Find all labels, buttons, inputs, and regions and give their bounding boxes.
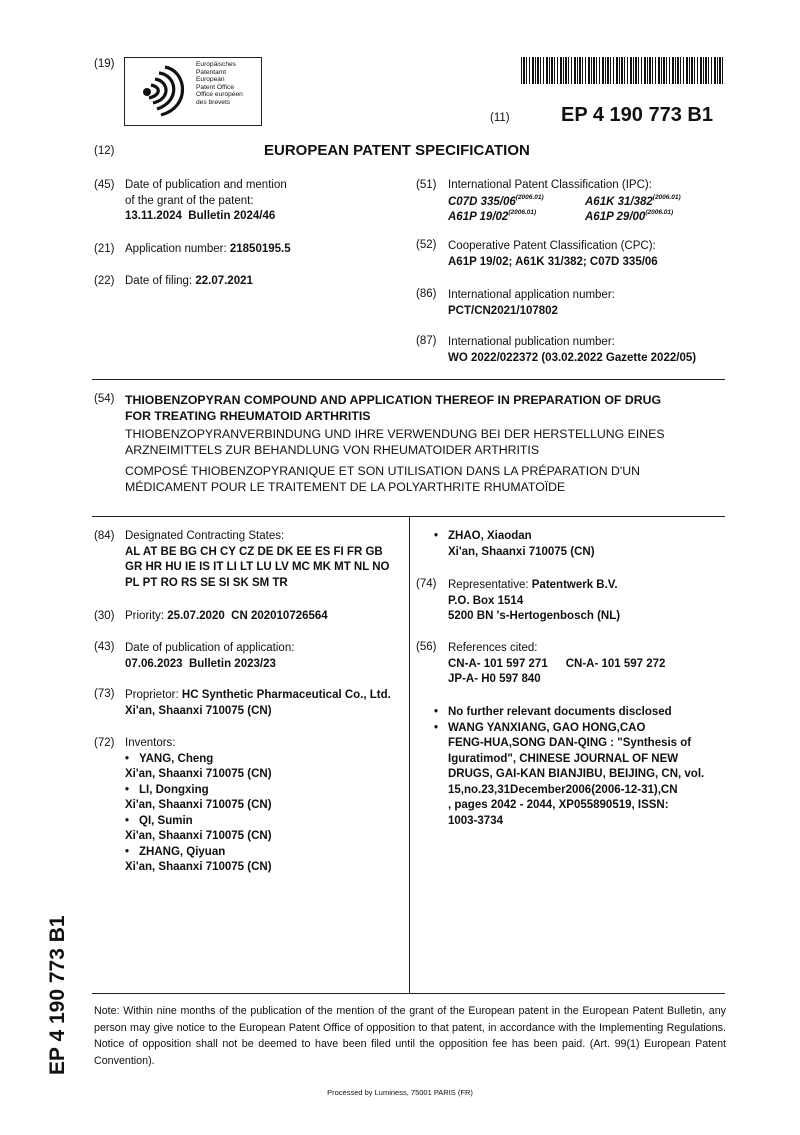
proprietor-label: Proprietor: — [125, 689, 179, 701]
title-de: ARZNEIMITTELS ZUR BEHANDLUNG VON RHEUMATOIDER ARTHRITIS — [125, 443, 540, 457]
opposition-note: Note: Within nine months of the publication of the mention of the grant of the European patent in the European Patent Bulletin, any person may give notice to the European Patent Office of opposition to that patent, in accordance with the Implementing Regulations. Notice of opposition shall not be deemed to have been filed until the opposition fee has been paid. (Art. 99(1) European Patent Convention). — [94, 1005, 726, 1067]
ipc-code: A61P $19/02^{(2006.01)}$ — [448, 209, 537, 223]
references-cited — [448, 641, 665, 688]
publication-number: EP 4 190 773 B1 — [561, 104, 713, 126]
document-title: EUROPEAN PATENT SPECIFICATION — [264, 142, 530, 159]
inventor-address: Xi'an, Shaanxi 710075 (CN) — [448, 545, 595, 558]
inventor-address: Xi'an, Shaanxi 710075 (CN) — [125, 799, 272, 811]
inventor: • LI, Dongxing — [125, 783, 209, 796]
code-30: (30) — [94, 610, 115, 622]
column-divider — [409, 516, 410, 993]
barcode — [521, 57, 724, 84]
reference-line: 1003-3734 — [448, 814, 503, 827]
code-74: (74) — [416, 578, 437, 590]
office-line: Patentamt — [196, 68, 227, 76]
priority-value: 25.07.2020 CN 202010726564 — [167, 610, 328, 622]
code-87: (87) — [416, 335, 437, 347]
code-56: (56) — [416, 641, 437, 653]
reference-line: WANG YANXIANG, GAO HONG,CAO — [448, 721, 646, 734]
title-fr: COMPOSÉ THIOBENZOPYRANIQUE ET SON UTILISATION DANS LA PRÉPARATION D'UN — [125, 464, 641, 478]
code-19: (19) — [94, 58, 115, 70]
proprietor-name: HC Synthetic Pharmaceutical Co., Ltd. — [181, 689, 391, 701]
title-en: THIOBENZOPYRAN COMPOUND AND APPLICATION THEREOF IN PREPARATION OF DRUG — [125, 393, 662, 407]
code-52: (52) — [416, 239, 437, 251]
code-45: (45) — [94, 179, 115, 191]
grant-label-1: Date of publication and mention — [125, 179, 287, 191]
office-name — [196, 61, 243, 107]
title-fr: MÉDICAMENT POUR LE TRAITEMENT DE LA POLYARTHRITE RHUMATOÏDE — [125, 480, 566, 494]
states-line: AL AT BE BG CH CY CZ DE DK EE ES FI FR GB — [125, 545, 383, 558]
office-line: Patent Office — [196, 83, 234, 91]
code-11: (11) — [490, 112, 510, 124]
divider — [92, 379, 725, 380]
inventor: • QI, Sumin — [125, 814, 193, 827]
cpc-label: Cooperative Patent Classification (CPC): — [448, 240, 656, 252]
ipc-code: A61P $29/00^{(2006.01)}$ — [585, 209, 674, 223]
reference: CN-A- 101 597 271 — [448, 657, 548, 670]
proprietor-address: Xi'an, Shaanxi 710075 (CN) — [125, 704, 272, 717]
intl-publication — [448, 335, 696, 366]
priority-label: Priority: — [125, 610, 164, 622]
app-pub-value: 07.06.2023 Bulletin 2023/23 — [125, 657, 276, 670]
office-line: Office européen — [196, 91, 243, 99]
designated-states — [125, 529, 389, 591]
inventor-name: ZHAO, Xiaodan — [448, 530, 532, 542]
states-label: Designated Contracting States: — [125, 530, 285, 542]
invention-title — [125, 392, 665, 495]
rep-label: Representative: — [448, 579, 529, 591]
reference: JP-A- H0 597 840 — [448, 673, 541, 685]
reference: CN-A- 101 597 272 — [565, 657, 666, 670]
office-line: European — [196, 76, 225, 84]
app-value: 21850195.5 — [229, 243, 291, 255]
intl-app-label: International application number: — [448, 289, 615, 301]
reference-line: DRUGS, GAI-KAN BIANJIBU, BEIJING, CN, vol. — [448, 768, 705, 780]
proprietor — [125, 688, 391, 719]
office-line: Europäisches — [196, 61, 236, 68]
application-publication — [125, 641, 294, 672]
app-pub-label: Date of publication of application: — [125, 642, 295, 654]
reference-line: FENG-HUA,SONG DAN-QING : "Synthesis of — [448, 737, 692, 749]
inventor-address: Xi'an, Shaanxi 710075 (CN) — [125, 861, 272, 873]
inventors-label: Inventors: — [125, 737, 176, 749]
application-number — [125, 243, 291, 255]
code-86: (86) — [416, 288, 437, 300]
ipc-code: A61K $31/382^{(2006.01)}$ — [585, 194, 681, 208]
divider — [92, 993, 725, 994]
reference-line: 15,no.23,31December2006(2006-12-31),CN — [448, 783, 678, 796]
grant-label-2: of the grant of the patent: — [125, 194, 254, 207]
representative — [448, 578, 620, 625]
intl-app-value: PCT/CN2021/107802 — [448, 304, 558, 317]
footer-processor: Processed by Luminess, 75001 PARIS (FR) — [327, 1088, 473, 1097]
code-54: (54) — [94, 393, 115, 405]
rep-address: P.O. Box 1514 — [448, 594, 524, 607]
epo-logo-icon — [129, 61, 193, 121]
cpc — [448, 239, 658, 270]
reference-line: Iguratimod", CHINESE JOURNAL OF NEW — [448, 752, 679, 765]
title-de: THIOBENZOPYRANVERBINDUNG UND IHRE VERWENDUNG BEI DER HERSTELLUNG EINES — [125, 427, 665, 441]
code-72: (72) — [94, 737, 115, 749]
code-51: (51) — [416, 179, 437, 191]
intl-pub-label: International publication number: — [448, 336, 615, 348]
inventor: • ZHANG, Qiyuan — [125, 845, 226, 858]
app-label: Application number: — [125, 243, 227, 255]
code-73: (73) — [94, 688, 115, 700]
ipc-code: C07D $335/06^{(2006.01)}$ — [448, 194, 544, 208]
inventor-address: Xi'an, Shaanxi 710075 (CN) — [125, 768, 272, 780]
sidebar-publication-number: EP 4 190 773 B1 — [46, 915, 69, 1075]
code-43: (43) — [94, 641, 115, 653]
grant-publication — [125, 178, 287, 225]
priority — [125, 610, 328, 622]
office-line: des brevets — [196, 98, 231, 106]
cpc-value: A61P 19/02; A61K 31/382; C07D 335/06 — [448, 255, 658, 268]
refs-label: References cited: — [448, 642, 538, 654]
code-84: (84) — [94, 530, 115, 542]
title-en: FOR TREATING RHEUMATOID ARTHRITIS — [125, 409, 371, 423]
ipc-label: International Patent Classification (IPC): — [448, 179, 652, 191]
states-line: PL PT RO RS SE SI SK SM TR — [125, 576, 288, 589]
rep-name: Patentwerk B.V. — [531, 579, 618, 591]
rep-address: 5200 BN 's-Hertogenbosch (NL) — [448, 610, 621, 622]
reference-note: No further relevant documents disclosed — [448, 706, 672, 718]
intl-application — [448, 288, 615, 319]
states-line: GR HR HU IE IS IT LI LT LU LV MC MK MT NL NO — [125, 561, 390, 573]
filing-date — [125, 275, 253, 287]
code-21: (21) — [94, 243, 115, 255]
inventor-continued: • ZHAO, Xiaodan Xi'an, Shaanxi 710075 (CN) — [434, 529, 595, 560]
filing-label: Date of filing: — [125, 275, 193, 287]
grant-value: 13.11.2024 Bulletin 2024/46 — [125, 210, 276, 222]
filing-value: 22.07.2021 — [195, 275, 253, 287]
code-12: (12) — [94, 145, 115, 157]
nonpatent-references: • No further relevant documents disclosed • WANG YANXIANG, GAO HONG,CAO FENG-HUA,SONG DAN-QING : "Synthesis of Iguratimod", CHINESE JOURNAL OF NEW DRUGS, GAI-KAN BIANJIBU, BEIJING, CN, vol. 15,no.23,31December2006(2006-12-31),CN , pages 2042 - 2044, XP055890519, ISSN: 1003-3734 — [434, 705, 704, 829]
inventor-address: Xi'an, Shaanxi 710075 (CN) — [125, 830, 272, 842]
intl-pub-value: WO 2022/022372 (03.02.2022 Gazette 2022/05) — [448, 351, 697, 364]
code-22: (22) — [94, 275, 115, 287]
inventors — [125, 736, 272, 876]
reference-line: , pages 2042 - 2044, XP055890519, ISSN: — [448, 799, 669, 811]
inventor: • YANG, Cheng — [125, 752, 214, 765]
